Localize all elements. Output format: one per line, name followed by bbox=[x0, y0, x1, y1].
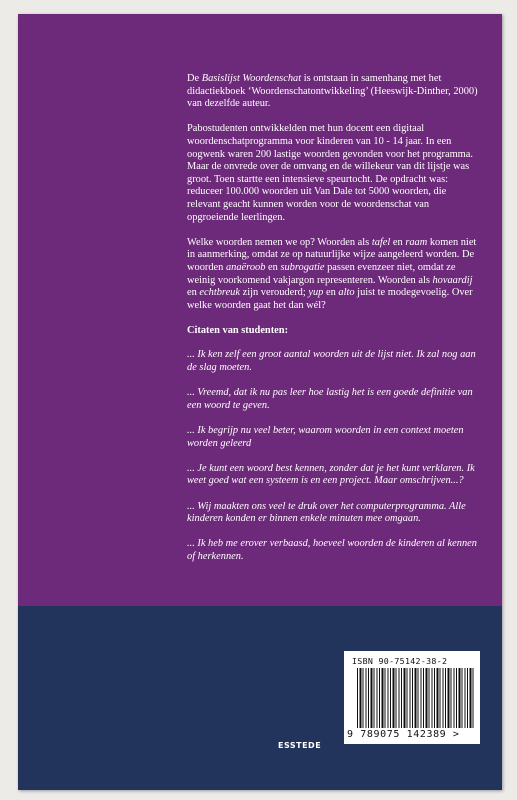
blurb-text bbox=[187, 73, 479, 576]
student-quote: ... Je kunt een woord best kennen, zonder dat je het kunt verklaren. Ik weet goed wat een systeem is en een project. Maar omschrijven...? bbox=[187, 462, 475, 487]
selection-paragraph: Welke woorden nemen we op? Woorden als tafel en raam komen niet in aanmerking, omdat ze op natuurlijke wijze aangeleerd worden. De woorden anaëroob en subrogatie passen evenzeer niet, omdat ze weinig voorkomend vakjargon representeren. Woorden als hovaardij en echtbreuk zijn verouderd; yup en alto juist te modegevoelig. Over welke woorden gaat het dan wél? bbox=[187, 236, 477, 311]
student-quote: ... Vreemd, dat ik nu pas leer hoe lastig het is een goede definitie van een woord te geven. bbox=[187, 387, 473, 411]
barcode-bars bbox=[357, 668, 475, 728]
isbn-barcode bbox=[344, 651, 480, 744]
origin-paragraph: Pabostudenten ontwikkelden met hun docent een digitaal woordenschatprogramma voor kinderen van 10 - 14 jaar. In een oogwenk waren 200 lastige woorden gevonden voor het programma. Maar de onvrede over de omvang en de willekeur van dit lijstje was groot. Toen startte een intensieve speurtocht. De opdracht was: reduceer 100.000 woorden uit Van Dale tot 5000 woorden, die relevant geacht kunnen worden voor de woordenschat van opgroeiende leerlingen. bbox=[187, 123, 473, 223]
student-quote: ... Wij maakten ons veel te druk over het computerprogramma. Alle kinderen konden er binnen enkele minuten mee omgaan. bbox=[187, 500, 466, 525]
book-back-cover bbox=[18, 14, 502, 790]
student-quote: ... Ik ken zelf een groot aantal woorden uit de lijst niet. Ik zal nog aan de slag moeten. bbox=[187, 349, 476, 374]
publisher-logo: ESSTEDE bbox=[278, 741, 322, 750]
isbn-label: ISBN 90-75142-38-2 bbox=[352, 656, 448, 666]
barcode-digits: 9 789075 142389 > bbox=[347, 729, 460, 740]
student-quote: ... Ik heb me erover verbaasd, hoeveel woorden de kinderen al kennen of herkennen. bbox=[187, 538, 477, 562]
book-title-italic: Basislijst Woordenschat bbox=[201, 73, 302, 84]
intro-paragraph: De Basislijst Woordenschat is ontstaan in samenhang met het didactiekboek ‘Woordenschatontwikkeling’ (Heeswijk-Dinther, 2000) van dezelfde auteur. bbox=[187, 73, 478, 110]
quotes-heading: Citaten van studenten: bbox=[187, 324, 289, 336]
student-quote: ... Ik begrijp nu veel beter, waarom woorden in een context moeten worden geleerd bbox=[187, 425, 464, 449]
